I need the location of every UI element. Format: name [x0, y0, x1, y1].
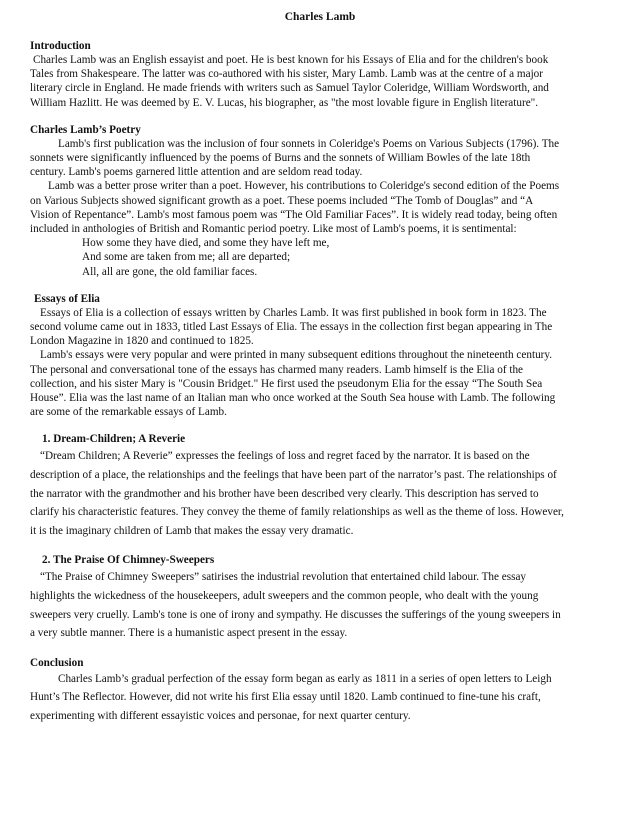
chimney-sweepers-heading: 2. The Praise Of Chimney-Sweepers	[42, 554, 215, 567]
document-title: Charles Lamb	[284, 11, 356, 23]
chimney-line: highlights the wickedness of the housekeepers, adult sweepers and the common people, who dealt with the young	[30, 590, 539, 603]
introduction-section	[30, 39, 610, 110]
poetry-line: century. Lamb's poems garnered little attention and are seldom read today.	[30, 166, 363, 179]
chimney-line: “The Praise of Chimney Sweepers” satirises the industrial revolution that entertained child labour. The essay	[40, 571, 527, 584]
chimney-line: a very subtle manner. There is a humanistic aspect present in the essay.	[30, 627, 348, 640]
poetry-line: sonnets were significantly influenced by the poems of Burns and the sonnets of William Bowles of the late 18th	[30, 152, 531, 165]
conclusion-section	[30, 656, 610, 726]
dream-children-heading: 1. Dream-Children; A Reverie	[42, 433, 186, 446]
chimney-line: sweepers very cruelly. Lamb's tone is one of irony and sympathy. He discusses the sufferings of the young sweepers in	[30, 608, 561, 621]
dream-line: description of a place, the relationships and the feelings that have been part of the narrator’s past. The relationships of	[30, 469, 557, 482]
essays-heading: Essays of Elia	[34, 292, 100, 305]
essays-line: The personal and conversational tone of the essays has charmed many readers. Lamb himself is the Elia of the	[30, 363, 524, 376]
poetry-line: on Various Subjects showed significant growth as a poet. These poems included “The Tomb of Douglas” and “A	[30, 194, 534, 207]
dream-line: clarify his characteristic features. They convey the theme of family relationships as well as the theme of loss. However,	[30, 506, 564, 519]
dream-line: it is the imaginary children of Lamb that makes the essay very dramatic.	[30, 524, 354, 537]
conclusion-heading: Conclusion	[30, 656, 84, 669]
essays-section	[30, 292, 610, 420]
essays-line: are some of the remarkable essays of Lamb.	[30, 406, 227, 419]
poem-line: And some are taken from me; all are departed;	[82, 251, 291, 264]
poetry-line: included in anthologies of British and Romantic period poetry. Like most of Lamb's poems, it is sentimental:	[30, 223, 517, 236]
essays-line: collection, and his sister Mary is "Cousin Bridget." He first used the pseudonym Elia for the essay “The South Sea	[30, 377, 543, 390]
essays-line: Lamb's essays were very popular and were printed in many subsequent editions throughout the nineteenth century.	[40, 349, 553, 362]
poetry-section	[30, 123, 610, 279]
conclusion-line: experimenting with different essayistic voices and personae, for next quarter century.	[30, 710, 411, 722]
essays-line: second volume came out in 1833, titled Last Essays of Elia. The essays in the collection first began appearing in The	[30, 321, 553, 334]
poem-line: How some they have died, and some they have left me,	[82, 237, 330, 250]
poem-excerpt	[30, 236, 610, 279]
intro-line: Tales from Shakespeare. The latter was co-authored with his sister, Mary Lamb. Lamb was at the centre of a major	[30, 68, 544, 81]
essays-line: London Magazine in 1820 and continued to 1825.	[30, 335, 254, 348]
introduction-heading: Introduction	[30, 40, 91, 52]
essays-line: Essays of Elia is a collection of essays written by Charles Lamb. It was first published in book form in 1823. The	[40, 306, 547, 319]
dream-line: “Dream Children; A Reverie” expresses the feelings of loss and regret faced by the narrator. It is based on the	[40, 450, 530, 463]
chimney-sweepers-section	[30, 553, 610, 642]
intro-line: Charles Lamb was an English essayist and poet. He is best known for his Essays of Elia and for the children's book	[33, 54, 549, 66]
dream-line: the narrator with the grandmother and his brother have been described very clearly. This description has served to	[30, 487, 539, 500]
conclusion-line: Charles Lamb’s gradual perfection of the essay form began as early as 1811 in a series of open letters to Leigh	[58, 672, 552, 685]
intro-line: William Hazlitt. He was deemed by E. V. Lucas, his biographer, as "the most lovable figure in English literature".	[30, 96, 539, 109]
poetry-line: Vision of Repentance”. Lamb's most famous poem was “The Old Familiar Faces”. It is widely read today, being often	[30, 208, 558, 221]
poetry-heading: Charles Lamb’s Poetry	[30, 123, 141, 136]
poetry-line: Lamb's first publication was the inclusion of four sonnets in Coleridge's Poems on Various Subjects (1796). The	[58, 137, 560, 150]
poetry-line: Lamb was a better prose writer than a poet. However, his contributions to Coleridge's second edition of the Poems	[48, 180, 560, 193]
intro-line: literary circle in England. He made friends with writers such as Samuel Taylor Coleridge, William Wordsworth, and	[30, 82, 549, 95]
poem-line: All, all are gone, the old familiar faces.	[82, 265, 258, 278]
conclusion-line: Hunt’s The Reflector. However, did not write his first Elia essay until 1820. Lamb continued to fine-tune his craft,	[30, 691, 541, 704]
essays-line: House”. Elia was the last name of an Italian man who once worked at the South Sea house with Lamb. The following	[30, 392, 556, 405]
dream-children-section	[30, 432, 610, 540]
